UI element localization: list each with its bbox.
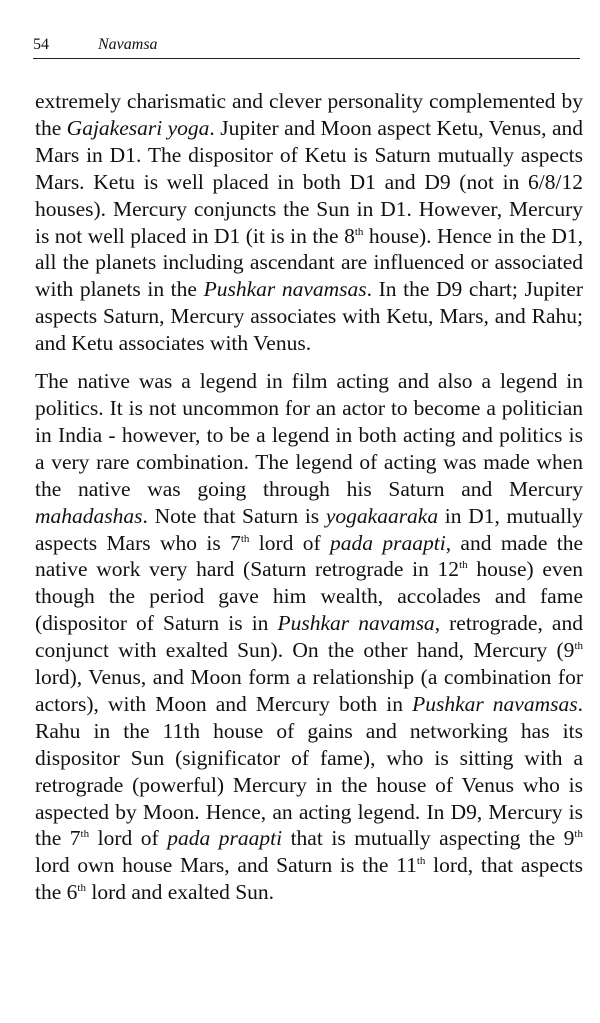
italic-term: Pushkar navamsas: [203, 277, 367, 302]
italic-term: pada praapti: [167, 826, 283, 851]
ordinal-superscript: th: [574, 640, 583, 653]
text-run: that is mutually aspecting the 9: [282, 826, 575, 851]
italic-term: Pushkar navamsa: [277, 611, 435, 636]
italic-term: yogakaaraka: [325, 503, 439, 528]
text-run: The native was a legend in film acting and also a legend in politics. It is not uncommon for an actor to become a politician in India - however, to be a legend in both acting and politics is a very rare combination. The legend of acting was made when the native was going through his Saturn and Mercury: [35, 369, 583, 501]
ordinal-superscript: th: [416, 855, 426, 868]
text-run: lord), Venus, and Moon form a relationship (a combination for actors), with Moon and Mercury both in: [35, 665, 583, 716]
ordinal-superscript: th: [80, 828, 90, 841]
text-run: house). Hence in the D1, all the planets including ascendant are influenced or associated with planets in the: [35, 223, 583, 302]
ordinal-superscript: th: [459, 559, 468, 572]
text-run: . Note that Saturn is: [142, 503, 326, 528]
paragraph-2: [35, 368, 583, 906]
running-header: [33, 36, 580, 59]
italic-term: mahadashas: [35, 503, 143, 528]
text-run: in D1, mutually aspects Mars who is 7: [35, 503, 583, 555]
text-run: extremely charismatic and clever personality complemented by the: [35, 89, 583, 140]
text-run: , retrograde, and conjunct with exalted Sun). On the other hand, Mercury (9: [35, 611, 583, 663]
text-run: . In the D9 chart; Jupiter aspects Saturn, Mercury associates with Ketu, Mars, and Rahu; and Ketu associates with Venus.: [35, 277, 583, 356]
paragraph-1: [35, 88, 583, 357]
ordinal-superscript: th: [574, 828, 583, 841]
ordinal-superscript: th: [240, 532, 250, 545]
text-run: house) even though the period gave him wealth, accolades and fame (dispositor of Saturn is in: [35, 557, 583, 636]
text-run: lord own house Mars, and Saturn is the 11: [35, 853, 417, 878]
text-run: . Rahu in the 11th house of gains and networking has its dispositor Sun (significator of fame), who is sitting with a retrograde (powerful) Mercury in the house of Venus who is aspected by Moon. Hence, an acting legend. In D9, Mercury is the 7: [35, 691, 583, 851]
text-run: lord and exalted Sun.: [85, 880, 275, 905]
ordinal-superscript: th: [77, 882, 86, 895]
italic-term: Gajakesari yoga: [66, 115, 210, 140]
text-run: lord, that aspects the 6: [35, 853, 583, 905]
italic-term: Pushkar navamsas: [412, 691, 578, 716]
italic-term: pada praapti: [330, 530, 446, 555]
page-body: [35, 88, 583, 906]
text-run: . Jupiter and Moon aspect Ketu, Venus, and Mars in D1. The dispositor of Ketu is Saturn mutually aspects Mars. Ketu is well placed in both D1 and D9 (not in 6/8/12 houses). Mercury conjuncts the Sun in D1. However, Mercury is not well placed in D1 (it is in the 8: [35, 115, 583, 248]
text-run: , and made the native work very hard (Saturn retrograde in 12: [35, 530, 583, 582]
page-number: 54: [33, 36, 49, 53]
text-run: lord of: [89, 826, 168, 851]
text-run: lord of: [249, 530, 331, 555]
ordinal-superscript: th: [354, 225, 364, 238]
running-title: Navamsa: [98, 36, 158, 53]
